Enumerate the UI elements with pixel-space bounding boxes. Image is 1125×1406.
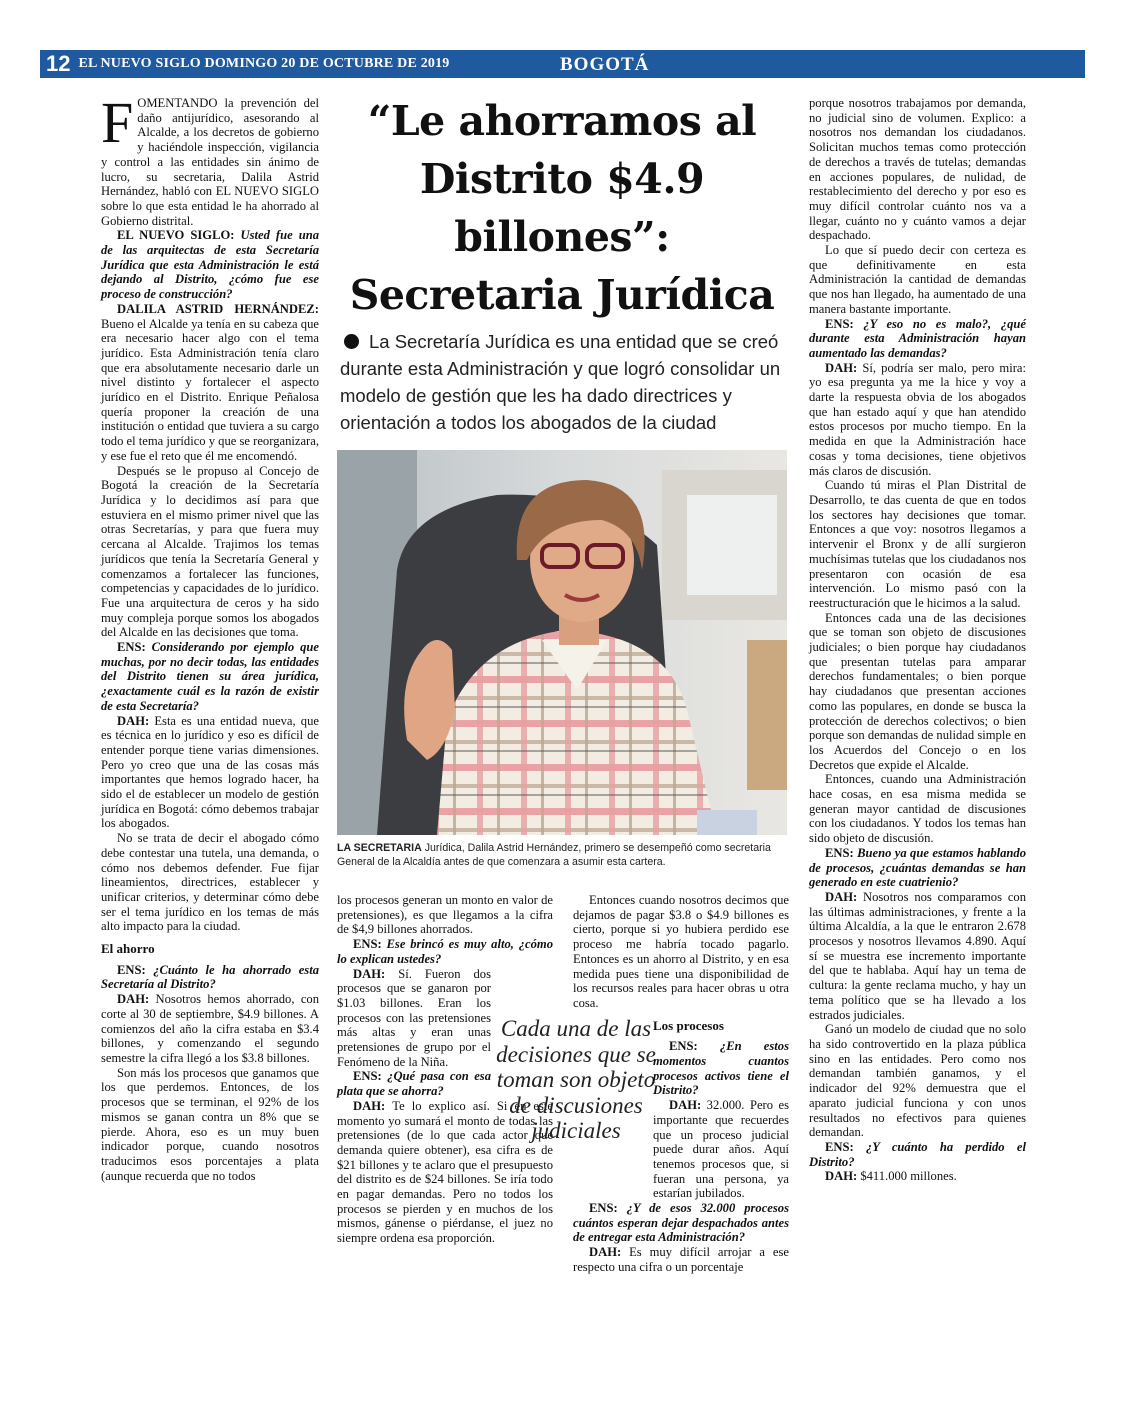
- answer: DAH: $411.000 millones.: [825, 1169, 957, 1184]
- paragraph: Son más los procesos que ganamos que los que perdemos. Entonces, de los procesos que se terminan, el 92% de los mismos se ganan contra un 8% que se pierde. Ahora, eso es un muy buen indicador porque, cuando nosotros traducimos esos porcentajes a plata (aunque recuerda que no todos: [101, 1065, 319, 1183]
- question: ENS: ¿En estos momentos cuantos procesos activos tiene el Distrito?: [653, 1039, 789, 1098]
- question: ENS: ¿Y eso no es malo?, ¿qué durante esta Administración hayan aumentado las demandas?: [809, 316, 1026, 360]
- paragraph: Lo que sí puedo decir con certeza es que definitivamente en esta Administración la cantidad de demandas que nos han llegado, ha aumentado de una manera bastante importante.: [809, 243, 1026, 316]
- paragraph: Entonces cuando nosotros decimos que dejamos de pagar $3.8 o $4.9 billones es cierto, porque si yo hubiera perdido ese proceso me habría tocado pagarlo. Entonces es un ahorro al Distrito, y en esa medida pues tiene una disponibilidad de los recursos reales para hacer obras u otra cosa.: [573, 893, 789, 1010]
- article-dek: La Secretaría Jurídica es una entidad que se creó durante esta Administración y que logró consolidar un modelo de gestión que les ha dado directrices y orientación a todos los abogados de la ciudad: [340, 331, 781, 433]
- paragraph: porque nosotros trabajamos por demanda, no judicial sino de volumen. Explico: a nosotros nos demandan los ciudadanos. Solicitan muchos temas como protección de derechos a través de tutelas; demandas en acciones populares, de nulidad, de restablecimiento del derecho y por eso es muy difícil controlar cuánto nos va a llegar, cuánto no y cuánto vamos a dejar despachado.: [809, 96, 1026, 243]
- answer: DAH: Sí. Fueron dos procesos que se ganaron por $1.03 billones. Eran los procesos con las pretensiones más altas y eran unas pretensiones de grupo por el Fenómeno de la Niña.: [337, 966, 492, 1069]
- article-column-3: [573, 893, 789, 1275]
- bookshelf: [747, 640, 787, 790]
- photo-illustration: [337, 450, 787, 835]
- article-headline: “Le ahorramos al Distrito $4.9 billones”: Secretaria Jurídica: [349, 97, 775, 319]
- answer: DAH: Nosotros hemos ahorrado, con corte al 30 de septiembre, $4.9 billones. A comienzos del año la cifra estaba en $3.4 billones, y comenzando el segundo semestre la cifra llegó a los $3.8 billones.: [101, 992, 319, 1065]
- question: ENS: ¿Y de esos 32.000 procesos cuántos esperan dejar despachados antes de entregar esta Administración?: [573, 1201, 789, 1245]
- drop-cap: F: [101, 90, 134, 155]
- answer: DAH: Sí, podría ser malo, pero mira: yo esa pregunta ya me la hice y voy a darte la respuesta obvia de los abogados que han estado aquí y que han atendido estos procesos por mucho tiempo. En la medida en que la Administración hace cosas y toma decisiones, tiene objetivos más claros de discusión.: [809, 360, 1026, 478]
- subheading: El ahorro: [101, 941, 155, 957]
- answer: DAH: 32.000. Pero es importante que recuerdes que un proceso judicial puede durar años. Aquí tenemos procesos que, si fueran una persona, ya estarían jubilados.: [653, 1098, 790, 1201]
- question: ENS: ¿Cuánto le ha ahorrado esta Secretaría al Distrito?: [101, 962, 319, 992]
- paragraph: los procesos generan un monto en valor de pretensiones), es que llegamos a la cifra de $4,9 billones ahorrados.: [337, 893, 553, 937]
- answer: DAH: Te lo explico así. Si en este momento yo sumará el monto de todas las pretensiones (de lo que cada actor que demanda quiere obtener), esa cifra es de $21 billones y te aclaro que el presupuesto del distrito es de $24 billones. Se iría todo en pagar demandas. Pero no todos los procesos se pierden y en muchos de los mismos, gánense o piérdanse, el juez no siempre ordena esa proporción.: [337, 1098, 554, 1246]
- intro-paragraph: FOMENTANDO la prevención del daño antijurídico, asesorando al Alcalde, a los decretos de gobierno y haciéndole inspección, vigilancia y control a las entidades sin ánimo de lucro, su secretaria, Dalila Astrid Hernández, habló con EL NUEVO SIGLO sobre lo que esta entidad le ha ahorrado al Gobierno distrital.: [101, 90, 319, 228]
- paragraph: No se trata de decir el abogado cómo debe contestar una tutela, una demanda, o cómo nos debemos defender. Fue fijar lineamientos, directrices, establecer y unificar criterios, y determinar cómo debe ser el tema jurídico en los temas de más alto impacto para la ciudad.: [101, 831, 319, 934]
- page-header-bar: [40, 50, 1085, 78]
- paragraph: Después se le propuso al Concejo de Bogotá la creación de la Secretaría Jurídica y lo decidimos así para que estuviera en el mismo primer nivel que las otras Secretarías, y para que fuera muy cercana al Alcalde. Trajimos los temas jurídicos que tenía la Secretaría General y comenzamos a fortalecer las funciones, competencias y capacidades de lo jurídico. Fue una arquitectura de ceros y ha sido muy compleja porque somos los abogados del Alcalde en las decisiones que toma.: [101, 463, 319, 640]
- question: ENS: Considerando por ejemplo que muchas, por no decir todas, las entidades del Distrito tienen su área jurídica, ¿exactamente cuál es la razón de existir de esta Secretaría?: [101, 640, 320, 713]
- paragraph: Entonces, cuando una Administración hace cosas, en esa misma medida se generan mayor cantidad de discusiones con los ciudadanos. Y todos los temas han sido objeto de discusión.: [809, 772, 1026, 846]
- question: ENS: ¿Y cuánto ha perdido el Distrito?: [809, 1139, 1026, 1169]
- answer: DAH: Esta es una entidad nueva, que es técnica en lo jurídico y eso es difícil de entender porque tiene varias dimensiones. Pero yo creo que una de las cosas más importantes que hemos logrado hacer, ha sido el de establecer un modelo de gestión jurídica en Bogotá: cómo debemos trabajar los abogados.: [101, 713, 319, 831]
- article-column-4: [809, 96, 1026, 1184]
- paragraph: Entonces cada una de las decisiones que se toman son objeto de discusiones judiciales; o bien porque hay ciudadanos que presentan tutelas para amparar derechos fundamentales; o bien porque hay ciudadanos que presentan acciones como las populares, en donde se busca la protección de derechos colectivos; o bien porque son demandas de nulidad simple en los Acuerdos del Concejo o en los Decretos que expide el Alcalde.: [809, 610, 1026, 772]
- bullet-dot: [344, 334, 359, 349]
- paragraph: Cuando tú miras el Plan Distrital de Desarrollo, te das cuenta de que en todos los sectores hay decisiones que tomar. Entonces a que voy: nosotros llegamos a intervenir el Bronx y de allí surgieron muchísimas tutelas que los ciudadanos nos presentaron con ocasión de esa intervención. Lo mismo pasó con la reestructuración que le hicimos a la salud.: [809, 478, 1026, 610]
- section-name: BOGOTÁ: [560, 54, 650, 75]
- question: ENS: Bueno ya que estamos hablando de procesos, ¿cuántas demandas se han generado en este cuatrienio?: [809, 845, 1027, 890]
- answer: DAH: Es muy difícil arrojar a ese respecto una cifra o un porcentaje: [573, 1245, 790, 1274]
- question: EL NUEVO SIGLO: Usted fue una de las arquitectas de esta Secretaría Jurídica que esta Administración le está dejando al Distrito, ¿cómo fue ese proceso de construcción?: [101, 228, 319, 302]
- answer: DAH: Nosotros nos comparamos con las últimas administraciones, y frente a la última Alcaldía, a la que le entraron 2.678 procesos y nosotros llevamos 4.890. Aquí sí se muestra ese incremento importante del que te hablaba. Aquí hay un tema de cultura: la gente reclama mucho, y hay un tema político que se ha llevado a los estrados judiciales.: [809, 889, 1027, 1022]
- subheading: Los procesos: [653, 1017, 724, 1033]
- article-photo: [337, 450, 787, 835]
- question: ENS: Ese brincó es muy alto, ¿cómo lo explican ustedes?: [337, 937, 553, 966]
- page-number: 12: [46, 51, 71, 76]
- question: ENS: ¿Qué pasa con esa plata que se ahorra?: [337, 1069, 491, 1099]
- paragraph: Ganó un modelo de ciudad que no solo ha sido controvertido en la plaza pública sino en las entidades. Pero como nos demandan también ganamos, y el indicador del 92% demuestra que el aparato judicial funciona y con unos resultados no efectivos para quienes demandan.: [809, 1022, 1026, 1140]
- photo-caption: LA SECRETARIA Jurídica, Dalila Astrid Hernández, primero se desempeñó como secretaria General de la Alcaldía antes de que comenzara a asumir esta cartera.: [337, 842, 771, 868]
- pull-quote: Cada una de las decisiones que se toman son objeto de discusiones judiciales: [496, 1016, 656, 1143]
- answer: DALILA ASTRID HERNÁNDEZ: Bueno el Alcalde ya tenía en su cabeza que era necesario hacer algo con el tema jurídico. Esta Administración tenía claro que era absolutamente necesario darle un nivel distinto y fortalecer el aspecto jurídico en el Distrito. Enrique Peñalosa quería proponer la creación de una institución o entidad que tuviera a su cargo todo el tema jurídico y que se reorganizara, y ese fue el reto que él me encomendó.: [101, 301, 319, 463]
- article-column-1: [101, 90, 320, 1183]
- publication-date-line: EL NUEVO SIGLO DOMINGO 20 DE OCTUBRE DE 2019: [78, 56, 450, 71]
